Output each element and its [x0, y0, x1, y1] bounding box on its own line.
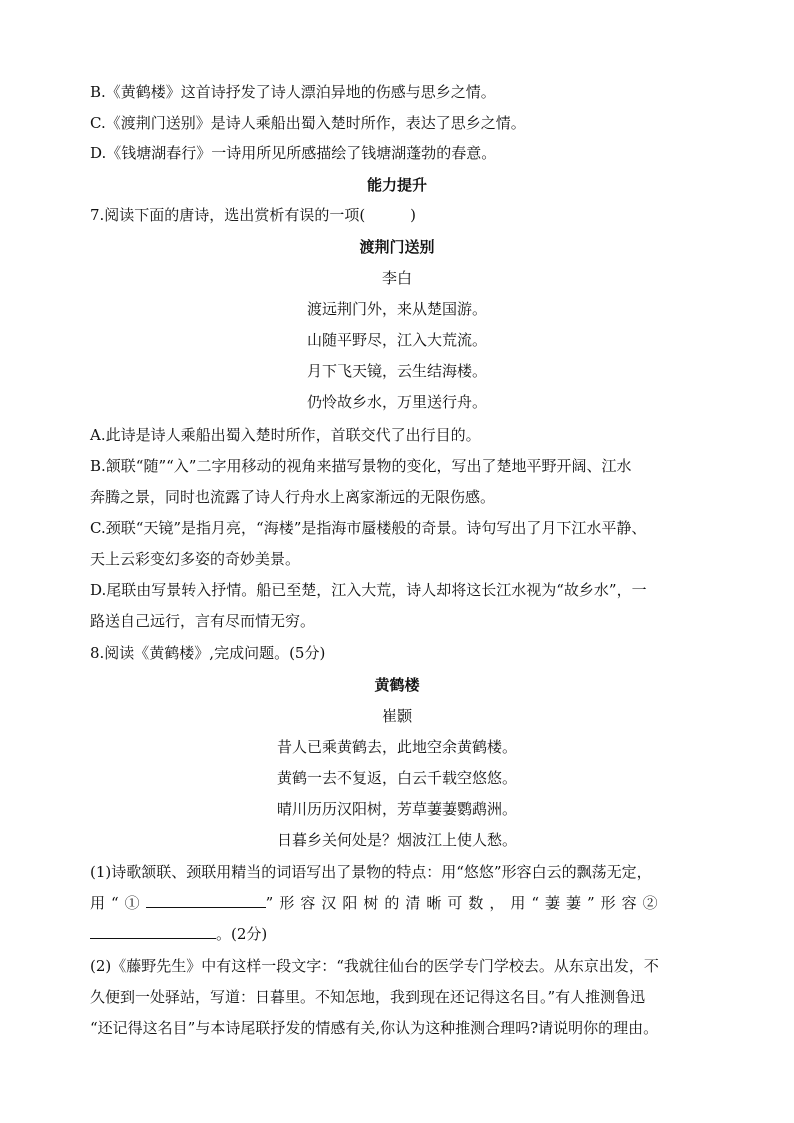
- q7-poem-line: 山随平野尽，江入大荒流。: [306, 331, 487, 349]
- q8-sub2-line3: “还记得这名目”与本诗尾联抒发的情感有关,你认为这种推测合理吗?请说明你的理由。: [90, 1019, 659, 1037]
- option-d-prev: D.《钱塘湖春行》一诗用所见所感描绘了钱塘湖蓬勃的春意。: [90, 144, 497, 162]
- q8-sub1-prefix: 用“①: [90, 894, 146, 912]
- option-c-prev: C.《渡荆门送别》是诗人乘船出蜀入楚时所作，表达了思乡之情。: [90, 114, 526, 132]
- q7-option-d-cont: 路送自己远行，言有尽而情无穷。: [90, 612, 316, 630]
- answer-blank-1[interactable]: [146, 893, 266, 908]
- q7-poem-line: 月下飞天镜，云生结海楼。: [306, 362, 487, 380]
- option-b-prev: B.《黄鹤楼》这首诗抒发了诗人漂泊异地的伤感与思乡之情。: [90, 83, 496, 101]
- q8-author: 崔颢: [381, 707, 412, 725]
- q7-poem-line: 渡远荆门外，来从楚国游。: [306, 300, 487, 318]
- q8-poem-line: 昔人已乘黄鹤去，此地空余黄鹤楼。: [276, 738, 517, 756]
- q8-sub1-middle: ”形容汉阳树的清晰可数，用“萋萋”形容②: [265, 894, 664, 912]
- q8-poem-line: 日暮乡关何处是？烟波江上使人愁。: [276, 831, 517, 849]
- q8-poem-title: 黄鹤楼: [374, 676, 420, 694]
- q8-stem: 8.阅读《黄鹤楼》,完成问题。(5分): [90, 644, 326, 662]
- q7-option-b-cont: 奔腾之景，同时也流露了诗人行舟水上离家渐远的无限伤感。: [90, 488, 496, 506]
- section-title: 能力提升: [366, 176, 427, 194]
- q7-option-d: D.尾联由写景转入抒情。船已至楚，江入大荒，诗人却将这长江水视为“故乡水”，一: [90, 581, 647, 599]
- q7-poem-line: 仍怜故乡水，万里送行舟。: [306, 393, 487, 411]
- q7-stem: 7.阅读下面的唐诗，选出赏析有误的一项( ): [90, 206, 417, 224]
- q8-sub1-line3: [90, 924, 267, 944]
- q8-sub1-score: 。(2分): [216, 925, 268, 943]
- q8-sub1-line1: (1)诗歌颔联、颈联用精当的词语写出了景物的特点：用“悠悠”形容白云的飘荡无定，: [90, 863, 652, 881]
- q8-poem-line: 黄鹤一去不复返，白云千载空悠悠。: [276, 769, 517, 787]
- q8-sub1-line2: [90, 893, 704, 913]
- answer-blank-2[interactable]: [90, 924, 216, 939]
- q7-option-c: C.颈联“天镜”是指月亮，“海楼”是指海市蜃楼般的奇景。诗句写出了月下江水平静、: [90, 519, 647, 537]
- q7-option-c-cont: 天上云彩变幻多姿的奇妙美景。: [90, 550, 301, 568]
- q7-option-b: B.颔联“随”“入”二字用移动的视角来描写景物的变化，写出了楚地平野开阔、江水: [90, 457, 632, 475]
- q7-option-a: A.此诗是诗人乘船出蜀入楚时所作，首联交代了出行目的。: [90, 426, 481, 444]
- q7-poem-title: 渡荆门送别: [359, 238, 435, 256]
- q8-poem-line: 晴川历历汉阳树，芳草萋萋鹦鹉洲。: [276, 800, 517, 818]
- q8-sub2-line2: 久便到一处驿站，写道：日暮里。不知怎地，我到现在还记得这名目。”有人推测鲁迅: [90, 988, 646, 1006]
- q7-author: 李白: [381, 269, 412, 287]
- q8-sub2-line1: (2)《藤野先生》中有这样一段文字：“我就往仙台的医学专门学校去。从东京出发，不: [90, 957, 659, 975]
